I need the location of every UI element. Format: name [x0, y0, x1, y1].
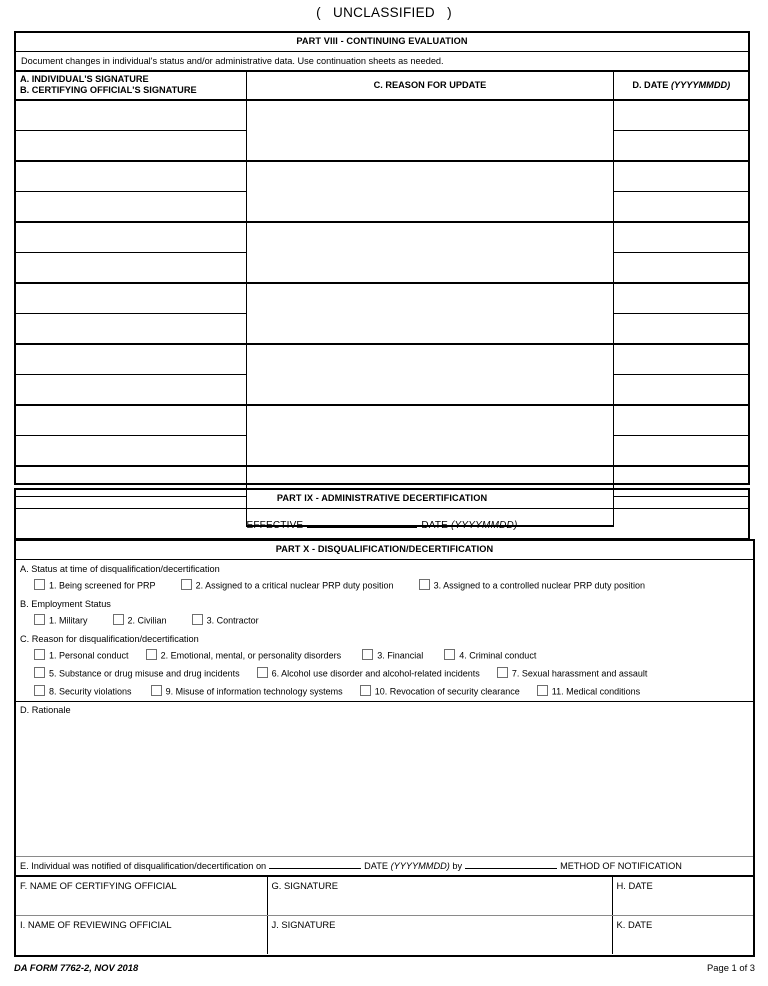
checkbox-label: 5. Substance or drug misuse and drug incidents [49, 668, 240, 679]
cell-reason-for-update[interactable] [246, 161, 613, 222]
cell-date[interactable] [613, 100, 748, 131]
table-row [16, 222, 748, 253]
part-viii-instruction: Document changes in individual's status and/or administrative data. Use continuation sheets as needed. [16, 52, 748, 72]
effective-label: EFFECTIVE [246, 520, 304, 531]
checkbox-icon[interactable] [192, 614, 203, 625]
signature-row-certifying [16, 876, 753, 915]
table-row [16, 405, 748, 436]
checkbox-icon[interactable] [146, 649, 157, 660]
section-c-options-row-3 [16, 683, 753, 701]
checkbox-label: 7. Sexual harassment and assault [511, 668, 648, 679]
cell-certifying-signature[interactable] [16, 375, 246, 406]
checkbox-c-4[interactable] [444, 647, 536, 664]
notification-date-label: DATE [364, 860, 388, 871]
table-header-group [16, 72, 748, 100]
field-name-of-certifying-official[interactable] [16, 876, 267, 915]
checkbox-b-1[interactable] [34, 612, 88, 629]
cell-date[interactable] [613, 192, 748, 223]
field-certifying-signature[interactable] [267, 876, 612, 915]
checkbox-icon[interactable] [113, 614, 124, 625]
checkbox-icon[interactable] [34, 614, 45, 625]
checkbox-c-6[interactable] [257, 665, 480, 682]
column-header-individual-signature: A. INDIVIDUAL'S SIGNATURE [20, 74, 149, 84]
cell-individual-signature[interactable] [16, 161, 246, 192]
checkbox-icon[interactable] [444, 649, 455, 660]
effective-date-input[interactable] [307, 517, 417, 528]
section-c-label: C. Reason for disqualification/decertification [20, 633, 199, 644]
section-b-label: B. Employment Status [20, 598, 111, 609]
field-label: F. NAME OF CERTIFYING OFFICIAL [20, 879, 177, 891]
field-label: J. SIGNATURE [271, 918, 336, 930]
checkbox-a-1[interactable] [34, 577, 156, 594]
part-ix-section [14, 488, 750, 540]
checkbox-c-1[interactable] [34, 647, 129, 664]
column-header-date-format: (YYYYMMDD) [670, 79, 731, 90]
checkbox-icon[interactable] [34, 685, 45, 696]
cell-certifying-signature[interactable] [16, 314, 246, 345]
cell-individual-signature[interactable] [16, 100, 246, 131]
column-header-reason-for-update: C. REASON FOR UPDATE [246, 72, 613, 100]
column-header-signatures [16, 72, 246, 100]
checkbox-c-9[interactable] [151, 683, 343, 700]
checkbox-c-11[interactable] [537, 683, 640, 700]
cell-certifying-signature[interactable] [16, 253, 246, 284]
table-row [16, 283, 748, 314]
cell-date[interactable] [613, 131, 748, 162]
section-a-label: A. Status at time of disqualification/decertification [20, 564, 220, 574]
cell-reason-for-update[interactable] [246, 405, 613, 466]
table-header-row [16, 72, 748, 100]
cell-certifying-signature[interactable] [16, 436, 246, 467]
continuing-evaluation-table [16, 72, 748, 527]
checkbox-label: 8. Security violations [49, 686, 132, 697]
cell-individual-signature[interactable] [16, 283, 246, 314]
date-label: DATE [421, 520, 449, 531]
field-label: H. DATE [616, 879, 653, 891]
checkbox-label: 1. Personal conduct [49, 650, 129, 661]
checkbox-icon[interactable] [34, 579, 45, 590]
checkbox-b-3[interactable] [192, 612, 259, 629]
checkbox-c-5[interactable] [34, 665, 240, 682]
checkbox-label: 11. Medical conditions [551, 686, 641, 697]
part-viii-title: PART VIII - CONTINUING EVALUATION [16, 33, 748, 52]
date-format-hint: (YYYYMMDD) [451, 520, 518, 531]
cell-individual-signature[interactable] [16, 344, 246, 375]
cell-date[interactable] [613, 222, 748, 253]
checkbox-a-2[interactable] [181, 577, 394, 594]
cell-date[interactable] [613, 253, 748, 284]
part-x-section [14, 539, 755, 957]
checkbox-label: 3. Contractor [206, 615, 259, 626]
classification-banner: ( UNCLASSIFIED ) [316, 5, 452, 20]
checkbox-c-8[interactable] [34, 683, 132, 700]
notification-date-input[interactable] [269, 859, 361, 869]
cell-date[interactable] [613, 375, 748, 406]
checkbox-c-3[interactable] [362, 647, 423, 664]
field-reviewing-date[interactable] [612, 915, 753, 954]
table-row [16, 344, 748, 375]
cell-individual-signature[interactable] [16, 222, 246, 253]
column-header-certifying-signature: B. CERTIFYING OFFICIAL'S SIGNATURE [20, 85, 197, 95]
cell-date[interactable] [613, 314, 748, 345]
entry-rows [16, 100, 748, 526]
checkbox-label: 3. Assigned to a controlled nuclear PRP duty position [433, 580, 646, 591]
cell-date[interactable] [613, 161, 748, 192]
field-label: I. NAME OF REVIEWING OFFICIAL [20, 918, 172, 930]
checkbox-icon[interactable] [257, 667, 268, 678]
section-c-options-row-2 [16, 665, 753, 683]
notification-line [16, 857, 753, 876]
table-row [16, 100, 748, 131]
cell-reason-for-update[interactable] [246, 344, 613, 405]
notification-method-input[interactable] [465, 859, 557, 869]
checkbox-icon[interactable] [419, 579, 430, 590]
cell-date[interactable] [613, 344, 748, 375]
notification-by-label: by [452, 860, 463, 871]
cell-reason-for-update[interactable] [246, 100, 613, 161]
checkbox-label: 2. Civilian [127, 615, 167, 626]
checkbox-icon[interactable] [34, 649, 45, 660]
checkbox-label: 9. Misuse of information technology systems [165, 686, 343, 697]
part-ix-title: PART IX - ADMINISTRATIVE DECERTIFICATION [16, 490, 748, 509]
checkbox-c-10[interactable] [360, 683, 520, 700]
section-c-options-row-1 [16, 647, 753, 665]
table-row [16, 161, 748, 192]
notification-text: E. Individual was notified of disqualification/decertification on [20, 860, 267, 871]
section-d-label: D. Rationale [20, 704, 71, 715]
part-viii-section [14, 31, 750, 485]
cell-individual-signature[interactable] [16, 405, 246, 436]
field-label: G. SIGNATURE [271, 879, 338, 891]
checkbox-icon[interactable] [537, 685, 548, 696]
column-header-date [613, 72, 748, 100]
cell-date[interactable] [613, 436, 748, 467]
signature-row-reviewing [16, 915, 753, 954]
field-reviewing-signature[interactable] [267, 915, 612, 954]
checkbox-label: 1. Being screened for PRP [49, 580, 156, 591]
checkbox-label: 10. Revocation of security clearance [374, 686, 520, 697]
checkbox-a-3[interactable] [419, 577, 645, 594]
column-header-date-label: D. DATE [632, 79, 669, 90]
cell-date[interactable] [613, 283, 748, 314]
cell-certifying-signature[interactable] [16, 131, 246, 162]
official-signature-table [16, 876, 753, 954]
cell-certifying-signature[interactable] [16, 192, 246, 223]
field-certifying-date[interactable] [612, 876, 753, 915]
checkbox-icon[interactable] [181, 579, 192, 590]
cell-reason-for-update[interactable] [246, 222, 613, 283]
checkbox-label: 2. Emotional, mental, or personality disorders [160, 650, 342, 661]
form-identifier: DA FORM 7762-2, NOV 2018 [14, 962, 139, 973]
field-label: K. DATE [616, 918, 653, 930]
cell-reason-for-update[interactable] [246, 283, 613, 344]
rationale-field[interactable] [16, 701, 753, 857]
checkbox-label: 6. Alcohol use disorder and alcohol-related incidents [271, 668, 480, 679]
checkbox-label: 4. Criminal conduct [459, 650, 537, 661]
checkbox-label: 2. Assigned to a critical nuclear PRP duty position [195, 580, 394, 591]
checkbox-label: 1. Military [49, 615, 88, 626]
cell-date[interactable] [613, 405, 748, 436]
checkbox-icon[interactable] [362, 649, 373, 660]
checkbox-icon[interactable] [497, 667, 508, 678]
section-a-options [16, 577, 753, 595]
effective-date-line [16, 509, 748, 533]
notification-method-label: METHOD OF NOTIFICATION [560, 860, 682, 871]
checkbox-icon[interactable] [34, 667, 45, 678]
part-x-title: PART X - DISQUALIFICATION/DECERTIFICATION [16, 541, 753, 560]
checkbox-b-2[interactable] [113, 612, 167, 629]
section-b-options [16, 612, 753, 630]
checkbox-icon[interactable] [151, 685, 162, 696]
field-name-of-reviewing-official[interactable] [16, 915, 267, 954]
checkbox-icon[interactable] [360, 685, 371, 696]
page-footer [14, 962, 755, 974]
notification-date-format: (YYYYMMDD) [390, 860, 450, 871]
checkbox-label: 3. Financial [377, 650, 424, 661]
page-number: Page 1 of 3 [707, 962, 755, 973]
checkbox-c-7[interactable] [497, 665, 648, 682]
checkbox-c-2[interactable] [146, 647, 342, 664]
